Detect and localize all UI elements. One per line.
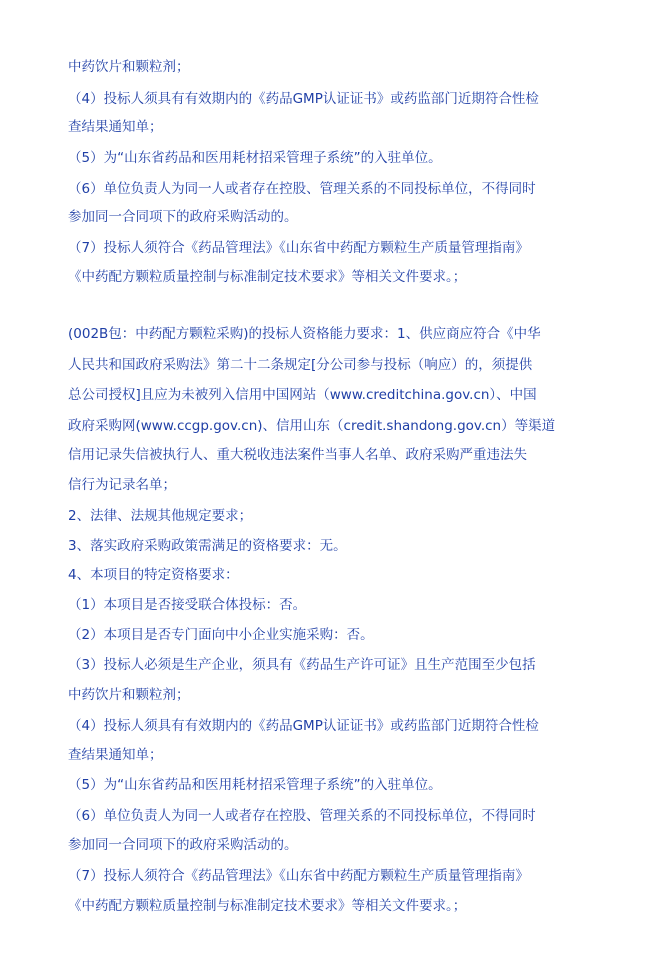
text-line: 人民共和国政府采购法》第二十二条规定[分公司参与投标（响应）的，须提供 [68, 357, 533, 373]
text-line: （3）投标人必须是生产企业，须具有《药品生产许可证》且生产范围至少包括 [68, 657, 536, 673]
text-line: 2、法律、法规其他规定要求； [68, 508, 253, 524]
text-line: （5）为“山东省药品和医用耗材招采管理子系统”的入驻单位。 [68, 777, 442, 793]
text-line: （7）投标人须符合《药品管理法》《山东省中药配方颗粒生产质量管理指南》 [68, 868, 529, 884]
text-line: 《中药配方颗粒质量控制与标准制定技术要求》等相关文件要求。； [68, 269, 467, 285]
text-line: 政府采购网(www.ccgp.gov.cn)、信用山东（credit.shandong.gov.cn）等渠道 [68, 418, 556, 434]
text-line: 中药饮片和颗粒剂； [68, 59, 190, 75]
text-line: 信用记录失信被执行人、重大税收违法案件当事人名单、政府采购严重违法失 [68, 447, 527, 463]
text-line: （2）本项目是否专门面向中小企业实施采购：否。 [68, 627, 374, 643]
text-line: 查结果通知单； [68, 119, 163, 135]
text-line: 信行为记录名单； [68, 477, 176, 493]
text-line: （5）为“山东省药品和医用耗材招采管理子系统”的入驻单位。 [68, 150, 442, 166]
text-line: （6）单位负责人为同一人或者存在控股、管理关系的不同投标单位，不得同时 [68, 181, 536, 197]
text-line: （6）单位负责人为同一人或者存在控股、管理关系的不同投标单位，不得同时 [68, 808, 536, 824]
text-line: 《中药配方颗粒质量控制与标准制定技术要求》等相关文件要求。； [68, 898, 467, 914]
text-line: 3、落实政府采购政策需满足的资格要求：无。 [68, 538, 347, 554]
text-line: 中药饮片和颗粒剂； [68, 687, 190, 703]
text-line: （4）投标人须具有有效期内的《药品GMP认证证书》或药监部门近期符合性检 [68, 91, 539, 107]
text-line: 总公司授权]且应为未被列入信用中国网站（www.creditchina.gov.cn）、中国 [68, 387, 537, 403]
text-line: （7）投标人须符合《药品管理法》《山东省中药配方颗粒生产质量管理指南》 [68, 240, 529, 256]
text-line: 4、本项目的特定资格要求： [68, 567, 239, 583]
text-line: 参加同一合同项下的政府采购活动的。 [68, 837, 298, 853]
text-line: （4）投标人须具有有效期内的《药品GMP认证证书》或药监部门近期符合性检 [68, 718, 539, 734]
text-line: 参加同一合同项下的政府采购活动的。 [68, 209, 298, 225]
text-line: (002B包：中药配方颗粒采购)的投标人资格能力要求：1、供应商应符合《中华 [68, 326, 541, 342]
text-line: （1）本项目是否接受联合体投标：否。 [68, 597, 307, 613]
text-line: 查结果通知单； [68, 747, 163, 763]
